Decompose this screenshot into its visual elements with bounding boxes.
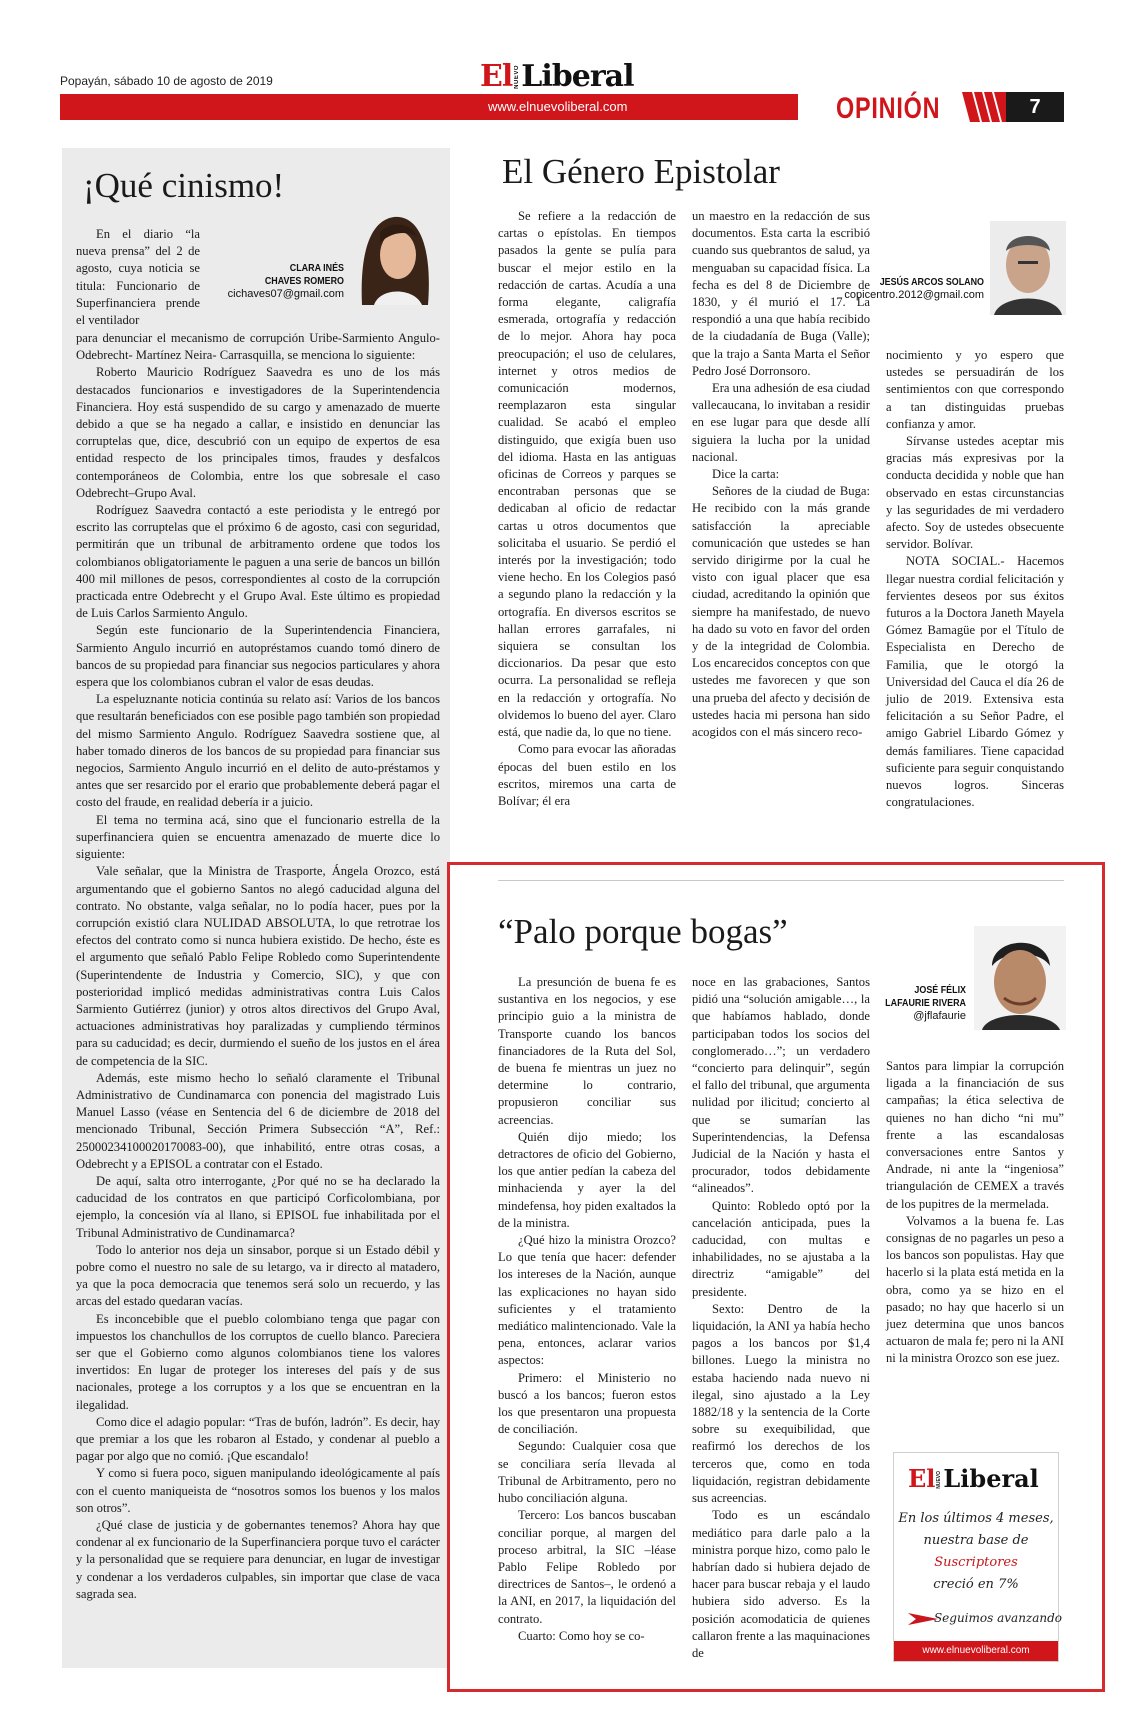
author-name-line1: CLARA INÉS <box>289 262 344 274</box>
date-line: Popayán, sábado 10 de agosto de 2019 <box>60 74 273 88</box>
paragraph: Sírvanse ustedes aceptar mis gracias más expresivas por la conducta decidida y noble que han observado en estas circunstancias y las seguridades de mi verdadero afecto. Soy de ustedes obsecuente servidor. Bolívar. <box>886 434 1064 552</box>
paragraph: NOTA SOCIAL.- Hacemos llegar nuestra cordial felicitación y fervientes deseos por sus éxitos futuros a la Doctora Janeth Mayela Gómez Bamagüe por el Título de Especialista en Derecho de Familia, que le otorgó la Universidad del Cauca el día 26 de julio de 2019. Extensiva esta felicitación a su Señor Padre, el amigo Gabriel Libardo Gómez y demás familiares. Tiene capacidad suficiente para seguir conquistando nuevos logros. Sinceras congratulaciones. <box>886 554 1065 810</box>
paragraph: Sexto: Dentro de la liquidación, la ANI ya había hecho pagos a los bancos por $1,4 billones. Luego la ministra no estaba haciendo nada nuevo ni ilegal, sino ajustado a la Ley 1882/18 y la sentencia de la Corte sobre su exequibilidad, que reafirmó los derechos de los terceros que, como en toda liquidación, registran debidamente sus acreencias. <box>692 1301 870 1506</box>
article3-column2 <box>692 974 870 1662</box>
paragraph: noce en las grabaciones, Santos pidió una “solución amigable…, la que habíamos hablado, donde participaban todos los socios del conglomerado…”; un verdadero “concierto para delinquir”, según el fallo del tribunal, que argumenta nulidad por ilicitud; concierto al que se sumarían las Superintendencias, la Defensa Judicial de la Nación y hasta el procurador, todos debidamente “alineados”. <box>692 975 870 1196</box>
paragraph: De aquí, salta otro interrogante, ¿Por qué no se ha declarado la caducidad de los contratos en que participó Corficolombiana, por ejemplo, la concesión vía al llano, si EPISOL fue inhabilitada por el Tribunal Administrativo de Cundinamarca? <box>76 1173 440 1240</box>
author-name-line1: JOSÉ FÉLIX <box>914 984 966 996</box>
paragraph: un maestro en la redacción de sus documentos. Esta carta la escribió cuando sus quebrantos de salud, ya menguaban su capacidad física. La fecha es del 8 de Diciembre de 1830, y él murió el 17. La respondió a una que había recibido de la ciudadanía de Buga (Valle); que la trajo a Santa Marta el Señor Pedro José Dorronsoro. <box>692 209 870 378</box>
header-red-bar <box>60 94 798 120</box>
paragraph: Quién dijo miedo; los detractores de oficio del Gobierno, los que antier pedían la cabeza del minhacienda y ayer la del mindefensa, hoy piden exaltados la de la ministra. <box>498 1129 676 1230</box>
paragraph: Volvamos a la buena fe. Las consignas de no pagarles un peso a los bancos son populistas. Hay que hacerlo si la plata está metida en la obra, como ya se hizo en el pasado; no hay que hacerlo si un juez determina que unos bancos actuaron de mala fe; pero ni la ANI ni la ministra Orozco son ese juez. <box>886 1213 1064 1366</box>
section-title: OPINIÓN <box>836 92 941 125</box>
paragraph: para denunciar el mecanismo de corrupción Uribe-Sarmiento Angulo-Odebrecht- Martínez Neira- Carrasquilla, se menciona lo siguiente: <box>76 331 440 363</box>
paragraph: Como dice el adagio popular: “Tras de bufón, ladrón”. Es decir, hay que premiar a los que les robaron al Estado, y condenar al pueblo a pagar por algo que no comió. ¡Que escandalo! <box>76 1414 440 1464</box>
paragraph: Roberto Mauricio Rodríguez Saavedra es uno de los más destacados funcionarios e investigadores de la Superintendencia Financiera. Hoy está suspendido de su cargo y amenazado de muerte debido a que se ha negado a callar, e insistido en denunciar las corruptelas que, dice, descubrió con un equipo de expertos de esa entidad respecto de los principales timos, fraudes y desfalcos contemporáneos de Colombia, entre los que sobresale el caso Odebrecht–Grupo Aval. <box>76 365 440 500</box>
paragraph: Además, este mismo hecho lo señaló claramente el Tribunal Administrativo de Cundinamarca con ponencia del magistrado Luis Manuel Lasso (véase en Sentencia del 6 de diciembre de 2018 del mencionado Tribunal, Sección Primera Subsección “A”, Ref.: 25000234100020170083-00), que inhabilitó, entre otras cosas, a Odebrecht y a EPISOL a contratar con el Estado. <box>76 1070 440 1171</box>
ad-logo-nuevo: NUEVO <box>936 1471 943 1489</box>
paragraph: La presunción de buena fe es sustantiva en los negocios, y ese principio guio a la ministra de Transporte cuando los bancos financiadores de la Ruta del Sol, de buena fe mientras un juez no determine lo contrario, propusieron conciliar sus acreencias. <box>498 975 676 1127</box>
author-email[interactable]: copicentro.2012@gmail.com <box>844 289 984 301</box>
paragraph: Como para evocar las añoradas épocas del buen estilo en los escritos, miremos una carta de Bolívar; él era <box>498 742 676 808</box>
paragraph: Según este funcionario de la Superintendencia Financiera, Sarmiento Angulo incurrió en autopréstamos cuando tomó dinero de bancos de su propiedad para financiar sus negocios particulares y ahora espera que los colombianos cubran el valor de esas deudas. <box>76 623 440 690</box>
paragraph: Segundo: Cualquier cosa que se conciliara sería llevada al Tribunal de Arbitramento, pero no hubo conciliación alguna. <box>498 1439 676 1506</box>
article2-column3 <box>886 347 1064 811</box>
logo-el: El <box>480 59 513 94</box>
paragraph: nocimiento y yo espero que ustedes se persuadirán de los sentimientos con que correspondo a tan distinguidas pruebas confianza y amor. <box>886 348 1064 431</box>
paragraph: Era una adhesión de esa ciudad vallecaucana, lo invitaban a residir en ese lugar para que desde allí siguiera la lucha por la unidad nacional. <box>692 381 870 464</box>
article1-title: ¡Qué cinismo! <box>83 166 285 205</box>
author-name-line2: LAFAURIE RIVERA <box>885 997 966 1009</box>
logo-liberal: Liberal <box>521 59 634 94</box>
page-number: 7 <box>1006 92 1064 122</box>
newspaper-logo[interactable] <box>480 56 633 92</box>
paragraph: Cuarto: Como hoy se co- <box>518 1628 645 1643</box>
paragraph: Primero: el Ministerio no buscó a los bancos; fueron estos los que presentaron una propuesta de conciliación. <box>498 1370 676 1437</box>
paragraph: Tercero: Los bancos buscaban conciliar porque, al margen del proceso arbitral, la SIC –léase Pablo Felipe Robledo por directrices de Santos–, le ordenó a la ANI, en 2017, la liquidación del contrato. <box>498 1508 676 1626</box>
paragraph: Señores de la ciudad de Buga: He recibido con la más grande satisfacción la apreciable comunicación que ustedes se han servido dirigirme por la cual he visto con igual placer que esa ciudad, acreditando la opinión que siempre ha manifestado, de nuevo ha dado su voto en favor del orden y de la integridad de Colombia. Los encarecidos conceptos con que ustedes me favorecen y que son una prueba del afecto y decisión de ustedes hacia mi persona han sido acogidos con el más sincero reco- <box>692 484 870 740</box>
ad-line2: nuestra base de <box>923 1533 1029 1548</box>
article1-body <box>76 330 440 1603</box>
ad-url[interactable]: www.elnuevoliberal.com <box>894 1641 1058 1661</box>
paragraph: Quinto: Robledo optó por la cancelación anticipada, pues la caducidad, con multas e inhabilidades, no se ajustaba a la directriz “amigable” del presidente. <box>692 1198 870 1299</box>
article1-byline <box>196 262 344 301</box>
paragraph: Es inconcebible que el pueblo colombiano tenga que pagar con impuestos los chanchullos de los corruptos de cuello blanco. Pareciera ser que el Gobierno como algunos colombianos tiene los valores invertidos: En lugar de proteger los intereses del país y de sus nacionales, protege a los corruptos y a los que se encuentran en la ilegalidad. <box>76 1311 440 1412</box>
paragraph: El tema no termina acá, sino que el funcionario estrella de la superfinanciera quien se encuentra amenazado de muerte dice lo siguiente: <box>76 812 440 862</box>
article2-column1 <box>498 208 676 810</box>
ad-logo <box>908 1464 1039 1493</box>
paragraph: Se refiere a la redacción de cartas o epístolas. En tiempos pasados la gente se pulía para buscar el mejor estilo en la redacción de cartas. Acudía a una forma elegante, caligrafía esmerada, ortografía y redacción de lo mejor. Ahora hay poca preocupación; el uso de celulares, internet y otros medios de comunicación modernos, reemplazaron esta singular cualidad. Se acabó el empleo distinguido, que exigía buen uso del idioma. Hasta en las antiguas oficinas de Correos y parques se encontraban personas que se dedicaban al oficio de redactar cartas u otros documentos que solicitaba el usuario. Se perdió el interés por la investigación; todo viene hecho. En los Colegios pasó a segundo plano la redacción y la ortografía. En diversos escritos se hallan errores garrafales, ni siquiera se consultan los diccionarios. Da pesar que esto ocurra. La personalidad se refleja en la redacción y ortografía. No olvidemos lo bueno del ayer. Claro está, que nadie da, lo que no tiene. <box>498 209 676 740</box>
ad-line5: Seguimos avanzando <box>933 1611 1063 1625</box>
ad-line3: Suscriptores <box>934 1555 1018 1570</box>
author-photo-woman <box>352 203 436 305</box>
article3-column3 <box>886 1058 1064 1368</box>
paragraph: ¿Qué hizo la ministra Orozco? Lo que tenía que hacer: defender los intereses de la Nación, aunque las explicaciones no hayan sido suficientes y el tratamiento mediático malintencionado. Vale la pena, entonces, aclarar varios aspectos: <box>498 1233 676 1368</box>
stripes-decoration-icon <box>962 92 1006 122</box>
ad-line1: En los últimos 4 meses, <box>898 1511 1054 1526</box>
author-name-line2: CHAVES ROMERO <box>264 275 344 287</box>
author-email[interactable]: cichaves07@gmail.com <box>227 288 344 300</box>
article1-intro: En el diario “la nueva prensa” del 2 de agosto, cuya noticia se titula: Funcionario de Superfinanciera prende el ventilador <box>76 227 200 328</box>
article2-title: El Género Epistolar <box>502 152 780 191</box>
article2-column2 <box>692 208 870 741</box>
paragraph: Y como si fuera poco, siguen manipulando ideológicamente al país con el cuento maniqueista de “nosotros somos los buenos y los malos son otros”. <box>76 1466 440 1515</box>
author-name: JESÚS ARCOS SOLANO <box>879 276 984 288</box>
author-handle[interactable]: @jflafaurie <box>913 1010 966 1022</box>
ad-logo-liberal: Liberal <box>943 1464 1039 1493</box>
subscription-ad[interactable] <box>893 1452 1063 1662</box>
header-url[interactable]: www.elnuevoliberal.com <box>488 99 628 114</box>
logo-nuevo: NUEVO <box>514 65 521 89</box>
paragraph: Todo lo anterior nos deja un sinsabor, porque si un Estado débil y pobre como el nuestro no sale de su letargo, va ir directo al matadero, ya que la poca democracia que tenemos será solo un recuerdo, y las arcas del estado quedaran vacías. <box>76 1242 440 1309</box>
paragraph: Santos para limpiar la corrupción ligada a la financiación de sus campañas; la ética selectiva de quienes no han dicho “ni mu” frente a las escandalosas conversaciones entre Santos y Andrade, ni ante la “ingeniosa” triangulación de CEMEX a través de los pupitres de la mermelada. <box>886 1059 1064 1211</box>
paragraph: La espeluznante noticia continúa su relato así: Varios de los bancos que resultarán beneficiados con ese posible pago también son propiedad del mismo Sarmiento Angulo. Rodríguez Saavedra sostiene que, al haber tomado dineros de los bancos de su propiedad para financiar sus negocios, Sarmiento Angulo incurrió en el delito de auto-préstamos y antes que ser resarcido por el erario que probablemente deberá pagar el costo del fraude, en realidad debería ir a juicio. <box>76 692 440 810</box>
article3-title: “Palo porque bogas” <box>498 912 788 951</box>
article3-column1 <box>498 974 676 1645</box>
ad-line4: creció en 7% <box>933 1577 1019 1592</box>
author-photo-man <box>990 221 1066 315</box>
paragraph: Rodríguez Saavedra contactó a este periodista y le entregó por escrito las corruptelas que el próximo 6 de agosto, casi con seguridad, permitirán que un tribunal de arbitramento ordene que todos los colombianos obligatoriamente le paguen a una serie de bancos un billón 400 mil millones de pesos, correspondientes al costo de la corrupción practicada entre Odebrecht y el Grupo Aval. Este último es propiedad de Luis Carlos Sarmiento Angulo. <box>76 503 440 621</box>
ad-logo-el: El <box>908 1464 936 1493</box>
paragraph: ¿Qué clase de justicia y de gobernantes tenemos? Ahora hay que condenar al ex funcionario de la Superfinanciera porque tuvo el carácter y la personalidad que se requiere para denunciar, en lugar de investigar y condenar a los verdaderos culpables, sin importar que clase de vaca sagrada sea. <box>76 1518 440 1601</box>
author-photo-man2 <box>974 926 1066 1030</box>
paragraph: Vale señalar, que la Ministra de Trasporte, Ángela Orozco, está argumentando que el gobierno Santos no alegó caducidad alguna del contrato. No obstante, valga señalar, no lo podía hacer, pues por la corrupción existió clara NULIDAD ABSOLUTA, lo que retrotrae los efectos del contrato como si nunca hubiera existido. De hecho, éste es el argumento que señaló Pablo Felipe Robledo como Superintendente (Superintendente de Industria y Comercio, SIC), y que con posterioridad implicó medidas administrativas contra Luis Calos Sarmiento Gutiérrez (junior) y otros altos directivos del Grupo Aval, actuaciones administrativas hoy paralizadas y cumpliendo términos para su caducidad; es decir, durmiendo el sueño de los justos en el área de competencia de la SIC. <box>76 864 440 1068</box>
paragraph: Todo es un escándalo mediático para darle palo a la ministra porque hizo, como palo le habrían dado si hubiera dejado de hacer para buscar rebaja y el laudo hubiera sido adverso. Es la posición acomodaticia de quienes callaron frente a las maquinaciones de <box>692 1508 870 1660</box>
paragraph: Dice la carta: <box>712 467 780 482</box>
